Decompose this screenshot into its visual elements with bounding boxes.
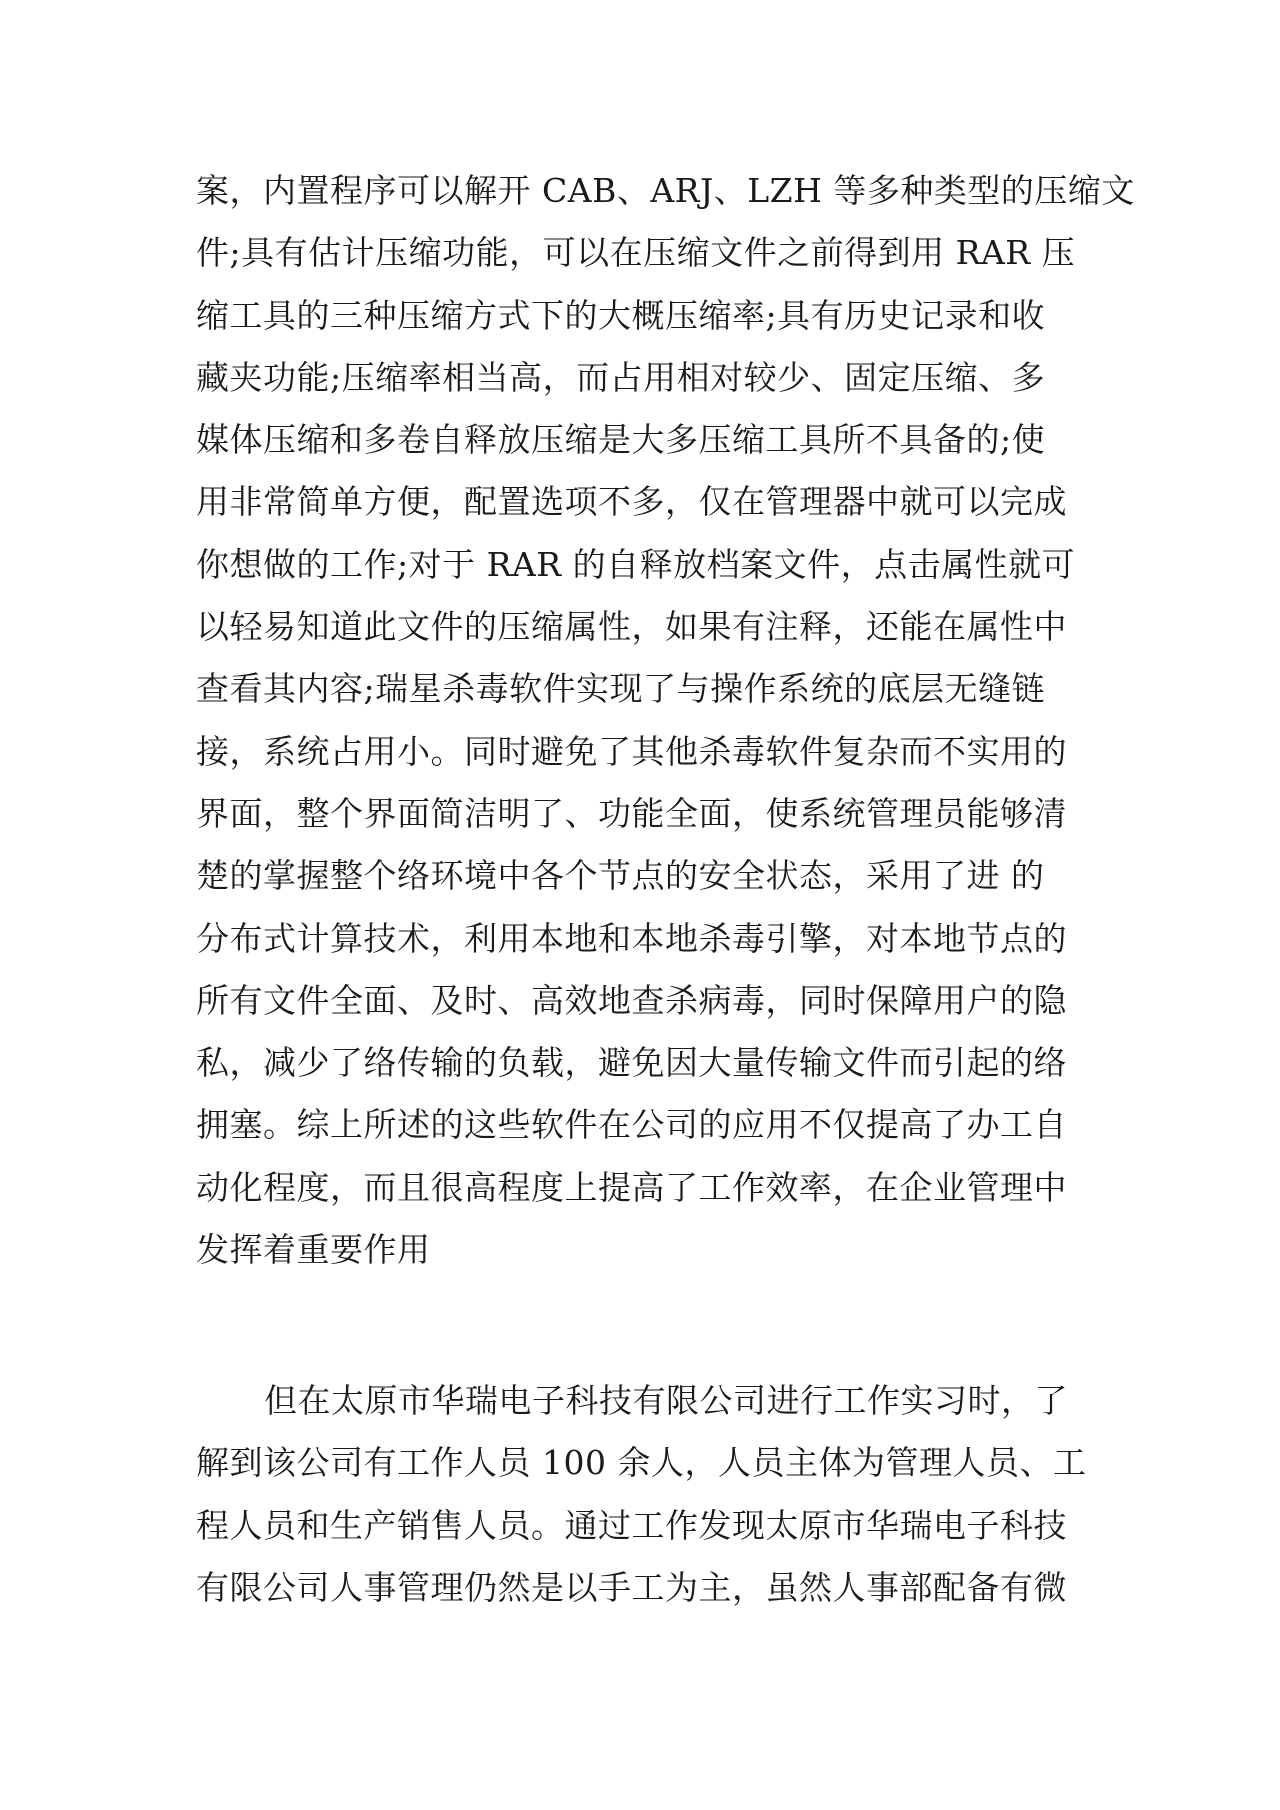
text-line: 拥塞。综上所述的这些软件在公司的应用不仅提高了办工自 [196, 1105, 1067, 1145]
text-line: 藏夹功能;压缩率相当高，而占用相对较少、固定压缩、多 [196, 357, 1046, 397]
text-line: 所有文件全面、及时、高效地查杀病毒，同时保障用户的隐 [196, 980, 1067, 1020]
text-line: 程人员和生产销售人员。通过工作发现太原市华瑞电子科技 [196, 1505, 1067, 1545]
text-line: 有限公司人事管理仍然是以手工为主，虽然人事部配备有微 [196, 1567, 1067, 1607]
text-line: 动化程度，而且很高程度上提高了工作效率，在企业管理中 [196, 1167, 1067, 1207]
text-line: 你想做的工作;对于 RAR 的自释放档案文件，点击属性就可 [196, 544, 1076, 584]
text-line: 楚的掌握整个络环境中各个节点的安全状态，采用了进 的 [196, 856, 1045, 896]
text-line: 发挥着重要作用 [196, 1230, 431, 1270]
text-line: 私，减少了络传输的负载，避免因大量传输文件而引起的络 [196, 1043, 1067, 1083]
text-line: 界面，整个界面简洁明了、功能全面，使系统管理员能够清 [196, 793, 1067, 833]
text-line: 缩工具的三种压缩方式下的大概压缩率;具有历史记录和收 [196, 295, 1046, 335]
text-line: 件;具有估计压缩功能，可以在压缩文件之前得到用 RAR 压 [196, 233, 1076, 273]
text-line: 以轻易知道此文件的压缩属性，如果有注释，还能在属性中 [196, 607, 1067, 647]
text-line: 分布式计算技术，利用本地和本地杀毒引擎，对本地节点的 [196, 918, 1067, 958]
text-line: 解到该公司有工作人员 100 余人，人员主体为管理人员、工 [196, 1443, 1087, 1483]
text-line: 查看其内容;瑞星杀毒软件实现了与操作系统的底层无缝链 [196, 669, 1046, 709]
text-line: 接，系统占用小。同时避免了其他杀毒软件复杂而不实用的 [196, 731, 1067, 771]
text-line: 但在太原市华瑞电子科技有限公司进行工作实习时，了 [264, 1381, 1068, 1420]
paragraph-2 [196, 1370, 1096, 1619]
paragraph-1 [196, 160, 1135, 1281]
text-line: 媒体压缩和多卷自释放压缩是大多压缩工具所不具备的;使 [196, 420, 1046, 460]
text-line: 案，内置程序可以解开 CAB、ARJ、LZH 等多种类型的压缩文 [196, 171, 1135, 210]
text-line: 用非常简单方便，配置选项不多，仅在管理器中就可以完成 [196, 482, 1067, 522]
